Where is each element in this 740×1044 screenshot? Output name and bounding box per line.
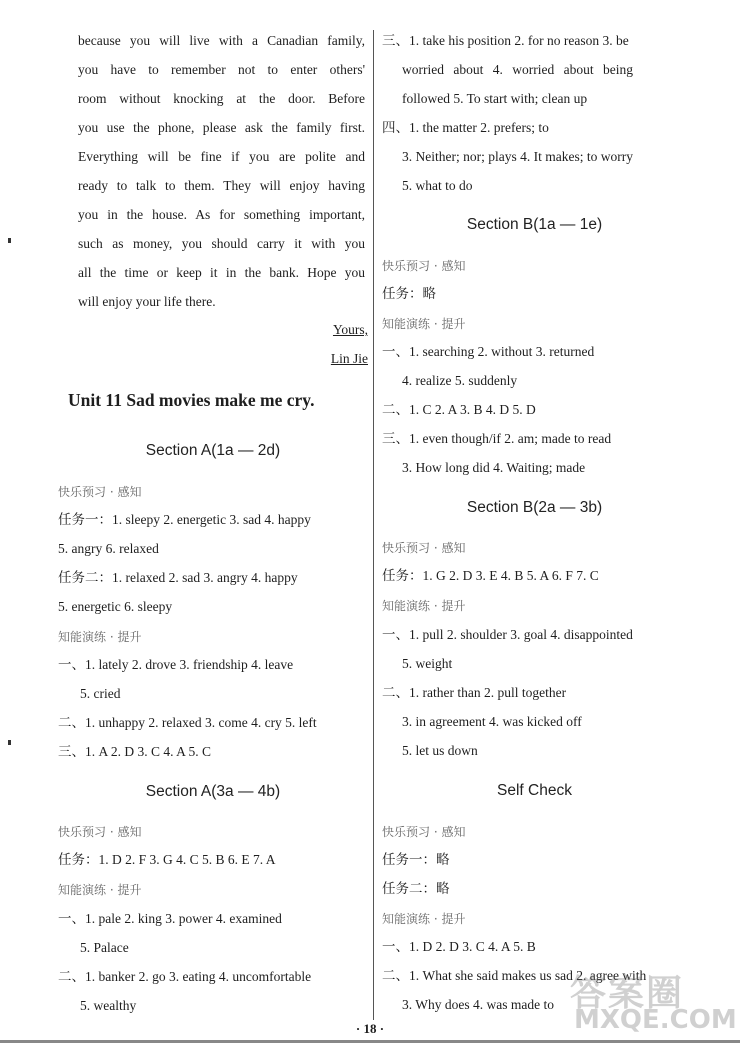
letter-line: ready to talk to them. They will enjoy having xyxy=(78,178,365,193)
letter-closing: Yours, xyxy=(332,322,368,337)
watermark-text: 答案圈 xyxy=(570,973,685,1014)
answer-line: 任务：1. D 2. F 3. G 4. C 5. B 6. E 7. A xyxy=(58,852,276,867)
answer-line: 任务：1. G 2. D 3. E 4. B 5. A 6. F 7. C xyxy=(382,568,599,583)
scan-speck xyxy=(8,740,11,745)
section-heading: Section A(3a — 4b) xyxy=(145,783,281,800)
answer-line: 三、1. take his position 2. for no reason 3. be xyxy=(382,33,629,48)
letter-line: room without knocking at the door. Before xyxy=(78,91,365,106)
subheading-preview: 快乐预习 · 感知 xyxy=(382,259,466,273)
answer-line: 三、1. A 2. D 3. C 4. A 5. C xyxy=(58,744,212,759)
scan-speck xyxy=(8,238,11,243)
section-heading: Self Check xyxy=(497,782,572,799)
page-number: · 18 · xyxy=(355,1021,385,1036)
answer-line: 3. in agreement 4. was kicked off xyxy=(402,714,582,729)
subheading-practice: 知能演练 · 提升 xyxy=(382,599,466,613)
answer-line: 任务二：略 xyxy=(382,881,450,896)
answer-line: 任务一：略 xyxy=(382,852,450,867)
subheading-preview: 快乐预习 · 感知 xyxy=(382,825,466,839)
column-divider xyxy=(373,30,374,1020)
subheading-preview: 快乐预习 · 感知 xyxy=(58,825,142,839)
unit-title: Unit 11 Sad movies make me cry. xyxy=(68,390,315,410)
answer-line: 5. wealthy xyxy=(80,998,137,1013)
letter-text xyxy=(78,26,365,316)
bottom-rule xyxy=(0,1040,740,1043)
answer-line: 一、1. pale 2. king 3. power 4. examined xyxy=(58,911,282,926)
answer-line: 任务二：1. relaxed 2. sad 3. angry 4. happy xyxy=(58,570,298,585)
answer-line: 一、1. pull 2. shoulder 3. goal 4. disappointed xyxy=(382,627,633,642)
answer-line: 3. Why does 4. was made to xyxy=(402,997,554,1012)
answer-line: 4. realize 5. suddenly xyxy=(402,373,518,388)
letter-line: such as money, you should carry it with you xyxy=(78,236,365,251)
letter-line: you use the phone, please ask the family first. xyxy=(78,120,365,135)
answer-line: 任务一：1. sleepy 2. energetic 3. sad 4. happy xyxy=(58,512,311,527)
subheading-practice: 知能演练 · 提升 xyxy=(382,317,466,331)
section-heading: Section A(1a — 2d) xyxy=(145,442,281,459)
answer-line: 二、1. unhappy 2. relaxed 3. come 4. cry 5. left xyxy=(58,715,317,730)
section-heading: Section B(2a — 3b) xyxy=(466,499,603,516)
letter-line: will enjoy your life there. xyxy=(78,294,216,309)
letter-signature: Lin Jie xyxy=(330,351,368,366)
answer-line: 5. energetic 6. sleepy xyxy=(58,599,173,614)
letter-line: because you will live with a Canadian family, xyxy=(78,33,365,48)
answer-line: 5. angry 6. relaxed xyxy=(58,541,159,556)
subheading-practice: 知能演练 · 提升 xyxy=(58,883,142,897)
answer-line: 任务：略 xyxy=(382,286,436,301)
letter-line: you in the house. As for something important, xyxy=(78,207,365,222)
answer-line: 二、1. What she said makes us sad 2. agree with xyxy=(382,968,647,983)
section-heading: Section B(1a — 1e) xyxy=(466,216,603,233)
subheading-practice: 知能演练 · 提升 xyxy=(58,630,142,644)
answer-line: 一、1. searching 2. without 3. returned xyxy=(382,344,595,359)
letter-line: Everything will be fine if you are polite and xyxy=(78,149,365,164)
letter-line: you have to remember not to enter others' xyxy=(78,62,365,77)
answer-line: 5. what to do xyxy=(402,178,473,193)
answer-line: 二、1. rather than 2. pull together xyxy=(382,685,567,700)
answer-line: worried about 4. worried about being xyxy=(402,62,633,77)
subheading-preview: 快乐预习 · 感知 xyxy=(382,541,466,555)
answer-line: followed 5. To start with; clean up xyxy=(402,91,588,106)
answer-line: 5. Palace xyxy=(80,940,129,955)
watermark-url: MXQE.COM xyxy=(574,1005,737,1035)
answer-line: 5. cried xyxy=(80,686,121,701)
answer-line: 四、1. the matter 2. prefers; to xyxy=(382,120,549,135)
answer-line: 3. Neither; nor; plays 4. It makes; to worry xyxy=(402,149,633,164)
subheading-practice: 知能演练 · 提升 xyxy=(382,912,466,926)
answer-line: 二、1. C 2. A 3. B 4. D 5. D xyxy=(382,402,536,417)
answer-line: 一、1. D 2. D 3. C 4. A 5. B xyxy=(382,939,536,954)
answer-line: 5. weight xyxy=(402,656,453,671)
letter-line: all the time or keep it in the bank. Hope you xyxy=(78,265,365,280)
answer-line: 一、1. lately 2. drove 3. friendship 4. leave xyxy=(58,657,294,672)
answer-line: 三、1. even though/if 2. am; made to read xyxy=(382,431,612,446)
answer-line: 3. How long did 4. Waiting; made xyxy=(402,460,586,475)
subheading-preview: 快乐预习 · 感知 xyxy=(58,485,142,499)
answer-line: 5. let us down xyxy=(402,743,478,758)
answer-line: 二、1. banker 2. go 3. eating 4. uncomfortable xyxy=(58,969,312,984)
